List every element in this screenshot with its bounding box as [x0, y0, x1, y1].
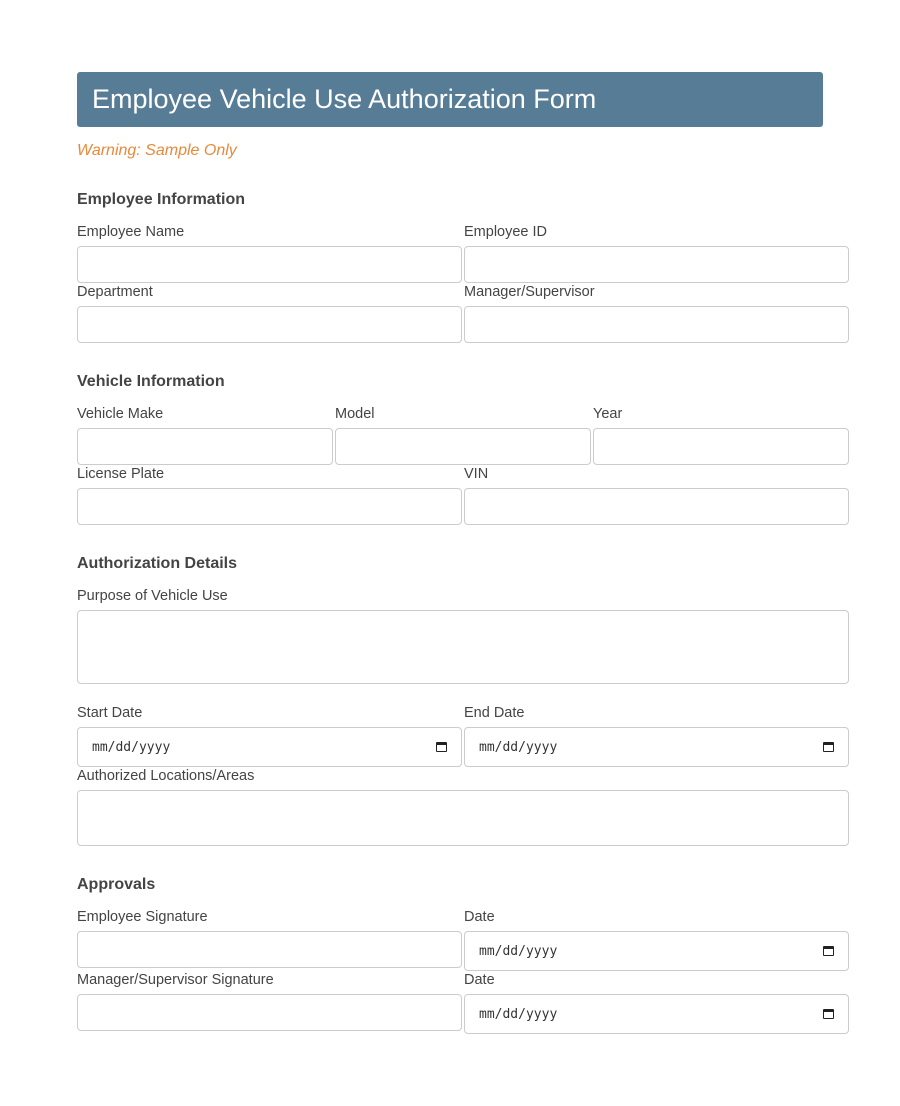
employee-date-label: Date: [464, 909, 495, 925]
section-vehicle-information: Vehicle Information: [77, 373, 225, 390]
start-date-input[interactable]: [77, 727, 462, 767]
manager-signature-input[interactable]: [77, 994, 462, 1031]
date-placeholder: mm/dd/yyyy: [479, 739, 558, 755]
vehicle-make-input[interactable]: [77, 428, 333, 465]
department-label: Department: [77, 284, 153, 300]
manager-signature-label: Manager/Supervisor Signature: [77, 972, 274, 988]
date-placeholder: mm/dd/yyyy: [92, 739, 171, 755]
calendar-icon[interactable]: [823, 946, 834, 956]
employee-id-label: Employee ID: [464, 224, 548, 240]
year-label: Year: [593, 406, 623, 422]
license-plate-input[interactable]: [77, 488, 462, 525]
employee-signature-date-input[interactable]: [464, 931, 849, 971]
locations-label: Authorized Locations/Areas: [77, 768, 255, 784]
end-date-label: End Date: [464, 705, 525, 721]
start-date-label: Start Date: [77, 705, 143, 721]
locations-textarea[interactable]: [77, 790, 849, 846]
purpose-textarea[interactable]: [77, 610, 849, 684]
employee-id-input[interactable]: [464, 246, 849, 283]
year-input[interactable]: [593, 428, 849, 465]
manager-input[interactable]: [464, 306, 849, 343]
page-title: Employee Vehicle Use Authorization Form: [77, 72, 823, 127]
department-input[interactable]: [77, 306, 462, 343]
section-authorization-details: Authorization Details: [77, 555, 238, 572]
manager-signature-date-input[interactable]: [464, 994, 849, 1034]
calendar-icon[interactable]: [823, 1009, 834, 1019]
employee-signature-label: Employee Signature: [77, 909, 208, 925]
date-placeholder: mm/dd/yyyy: [479, 1006, 558, 1022]
calendar-icon[interactable]: [823, 742, 834, 752]
section-approvals: Approvals: [77, 876, 156, 893]
calendar-icon[interactable]: [436, 742, 447, 752]
warning-text: Warning: Sample Only: [77, 142, 237, 159]
employee-name-input[interactable]: [77, 246, 462, 283]
end-date-input[interactable]: [464, 727, 849, 767]
vin-input[interactable]: [464, 488, 849, 525]
purpose-label: Purpose of Vehicle Use: [77, 588, 228, 604]
vin-label: VIN: [464, 466, 489, 482]
vehicle-make-label: Vehicle Make: [77, 406, 164, 422]
employee-name-label: Employee Name: [77, 224, 185, 240]
model-label: Model: [335, 406, 375, 422]
date-placeholder: mm/dd/yyyy: [479, 943, 558, 959]
employee-signature-input[interactable]: [77, 931, 462, 968]
section-employee-information: Employee Information: [77, 191, 246, 208]
model-input[interactable]: [335, 428, 591, 465]
manager-date-label: Date: [464, 972, 495, 988]
manager-label: Manager/Supervisor: [464, 284, 595, 300]
license-plate-label: License Plate: [77, 466, 165, 482]
